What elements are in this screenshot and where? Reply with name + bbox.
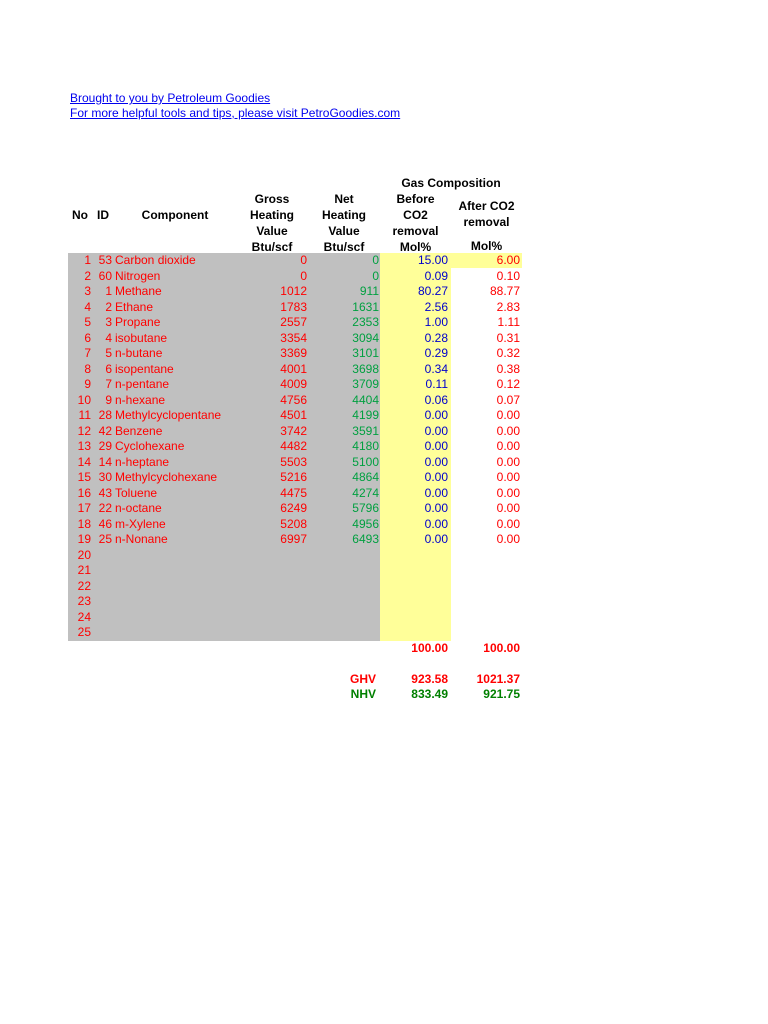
gross-heating-value: 4009	[280, 377, 307, 391]
mol-percent-before[interactable]: 1.00	[424, 315, 448, 329]
mol-percent-after: 0.12	[496, 377, 520, 391]
component-id: 29	[98, 439, 112, 453]
row-number: 8	[84, 361, 91, 376]
mol-percent-after: 0.00	[496, 423, 520, 438]
mol-percent-after: 0.38	[496, 361, 520, 376]
gross-heating-value: 4482	[280, 439, 307, 453]
row-number: 6	[84, 330, 91, 345]
gross-heating-value: 4001	[280, 361, 307, 376]
component-table-body	[68, 253, 522, 641]
net-heating-value: 3698	[352, 361, 379, 376]
gross-heating-value: 1783	[280, 299, 307, 314]
mol-percent-after: 88.77	[489, 284, 520, 298]
row-number: 15	[77, 470, 91, 484]
component-column-header: Component	[141, 208, 209, 222]
net-heating-value: 3591	[352, 423, 379, 438]
mol-percent-before[interactable]: 0.11	[425, 377, 448, 391]
component-id: 22	[98, 501, 112, 515]
table-row	[68, 393, 522, 409]
net-heating-value: 4180	[352, 439, 379, 453]
gross-heating-value: 3369	[280, 346, 307, 360]
row-number: 2	[84, 268, 91, 283]
mol-percent-after: 0.31	[496, 330, 520, 345]
mol-percent-after: 1.11	[497, 315, 520, 329]
id-column-header: ID	[97, 208, 109, 222]
mol-percent-before[interactable]: 0.34	[424, 361, 448, 376]
mol-percent-after: 0.00	[496, 454, 520, 469]
table-row	[68, 439, 522, 455]
component-name: Toluene	[115, 485, 158, 500]
row-number: 22	[77, 578, 91, 593]
mol-percent-before[interactable]: 0.00	[424, 485, 448, 500]
after-header-line-1: After CO2	[458, 199, 515, 213]
component-name: Cyclohexane	[115, 439, 185, 453]
row-number: 24	[77, 609, 91, 624]
net-heating-value: 4199	[352, 408, 379, 422]
row-number: 3	[84, 284, 91, 298]
table-row	[68, 501, 522, 517]
row-number: 9	[84, 377, 91, 391]
table-row	[68, 269, 522, 285]
component-id: 7	[105, 377, 112, 391]
component-name: Benzene	[115, 423, 163, 438]
component-name: n-heptane	[115, 454, 170, 469]
gross-heating-value: 1012	[280, 284, 307, 298]
mol-percent-before[interactable]: 80.27	[417, 284, 448, 298]
mol-percent-before[interactable]: 0.06	[424, 392, 448, 407]
row-number: 18	[77, 516, 91, 531]
component-name: Methane	[115, 284, 162, 298]
net-heating-value: 0	[372, 253, 379, 267]
mol-percent-before[interactable]: 0.29	[424, 346, 448, 360]
before-header-line-2: CO2	[403, 208, 428, 222]
net-header-line-4: Btu/scf	[323, 240, 365, 254]
after-co2-removal-header	[451, 198, 522, 230]
mol-percent-after: 0.07	[496, 392, 520, 407]
row-number: 23	[77, 594, 91, 608]
nhv-after: 921.75	[483, 687, 520, 701]
component-name: Propane	[115, 315, 161, 329]
table-row	[68, 486, 522, 502]
net-heating-value: 4274	[352, 485, 379, 500]
gross-heating-value: 5208	[280, 516, 307, 531]
component-id: 28	[98, 408, 112, 422]
mol-percent-after: 0.00	[496, 439, 520, 453]
net-heating-value: 5100	[352, 454, 379, 469]
component-id: 2	[105, 299, 112, 314]
net-heating-value: 5796	[352, 501, 379, 515]
gross-heating-value-header	[236, 191, 308, 255]
gross-heating-value: 0	[300, 268, 307, 283]
component-id: 14	[98, 454, 112, 469]
component-id: 4	[105, 330, 112, 345]
net-heating-value: 4864	[352, 470, 379, 484]
row-number: 16	[77, 485, 91, 500]
table-row	[68, 517, 522, 533]
table-row	[68, 408, 522, 424]
mol-percent-before[interactable]: 15.00	[417, 253, 448, 267]
component-name: n-octane	[115, 501, 162, 515]
component-name: isobutane	[115, 330, 168, 345]
table-row	[68, 579, 522, 595]
component-id: 30	[98, 470, 112, 484]
net-heating-value: 3709	[352, 377, 379, 391]
component-id: 9	[105, 392, 112, 407]
mol-percent-after: 6.00	[496, 253, 520, 267]
total-after: 100.00	[483, 641, 520, 655]
net-heating-value: 4404	[352, 392, 379, 407]
row-number: 21	[77, 563, 91, 577]
gross-heating-value: 3742	[280, 423, 307, 438]
nhv-before: 833.49	[411, 687, 448, 701]
row-number: 4	[84, 299, 91, 314]
before-header-line-4: Mol%	[399, 240, 432, 254]
gross-heating-value: 6997	[280, 532, 307, 546]
mol-percent-after: 0.00	[496, 408, 520, 422]
table-row	[68, 610, 522, 626]
table-row	[68, 362, 522, 378]
gross-header-line-4: Btu/scf	[251, 240, 293, 254]
mol-percent-before[interactable]: 0.00	[424, 532, 448, 546]
mol-percent-before[interactable]: 0.00	[424, 470, 448, 484]
table-row	[68, 424, 522, 440]
mol-percent-after: 0.00	[496, 532, 520, 546]
component-name: Ethane	[115, 299, 154, 314]
row-number: 25	[77, 625, 91, 639]
gross-heating-value: 4475	[280, 485, 307, 500]
net-heating-value: 3094	[352, 330, 379, 345]
gross-heating-value: 5216	[280, 470, 307, 484]
component-name: Methylcyclopentane	[115, 408, 222, 422]
petrogoodies-site-link[interactable]: For more helpful tools and tips, please visit PetroGoodies.com	[70, 106, 401, 120]
mol-percent-after: 0.00	[496, 501, 520, 515]
mol-percent-before[interactable]: 0.00	[424, 423, 448, 438]
mol-percent-before[interactable]: 0.00	[424, 408, 448, 422]
table-row	[68, 470, 522, 486]
component-id: 60	[98, 268, 112, 283]
ghv-before: 923.58	[411, 672, 448, 686]
component-id: 43	[98, 485, 112, 500]
component-name: n-Nonane	[115, 532, 168, 546]
component-id: 3	[105, 315, 112, 329]
mol-percent-before[interactable]: 0.00	[424, 439, 448, 453]
net-heating-value: 6493	[352, 532, 379, 546]
row-number: 20	[77, 547, 91, 562]
component-name: Methylcyclohexane	[115, 470, 218, 484]
petroleum-goodies-link[interactable]: Brought to you by Petroleum Goodies	[70, 91, 271, 105]
total-before: 100.00	[411, 641, 448, 655]
table-row	[68, 315, 522, 331]
net-header-line-3: Value	[328, 224, 360, 238]
table-row	[68, 625, 522, 641]
net-header-line-1: Net	[334, 192, 354, 206]
net-heating-value: 1631	[352, 299, 379, 314]
ghv-label: GHV	[349, 672, 376, 686]
component-name: m-Xylene	[115, 516, 166, 531]
row-number: 10	[77, 392, 91, 407]
gross-header-line-1: Gross	[254, 192, 290, 206]
table-row	[68, 563, 522, 579]
net-heating-value: 3101	[352, 346, 379, 360]
table-row	[68, 331, 522, 347]
row-number: 11	[78, 408, 91, 422]
mol-percent-before[interactable]: 0.00	[424, 501, 448, 515]
table-row	[68, 594, 522, 610]
component-id: 6	[105, 361, 112, 376]
mol-percent-before[interactable]: 0.09	[424, 268, 448, 283]
ghv-after: 1021.37	[476, 672, 520, 686]
no-column-header: No	[72, 208, 88, 222]
mol-percent-after: 0.00	[496, 470, 520, 484]
mol-percent-after: 0.00	[496, 516, 520, 531]
gross-header-line-3: Value	[256, 224, 288, 238]
gross-heating-value: 4756	[280, 392, 307, 407]
gross-heating-value: 4501	[280, 408, 307, 422]
component-name: Carbon dioxide	[115, 253, 196, 267]
table-row	[68, 532, 522, 548]
component-id: 25	[98, 532, 112, 546]
gross-heating-value: 0	[300, 253, 307, 267]
table-row	[68, 346, 522, 362]
gross-heating-value: 5503	[280, 454, 307, 469]
gross-heating-value: 2557	[280, 315, 307, 329]
mol-percent-before[interactable]: 0.28	[424, 330, 448, 345]
mol-percent-before[interactable]: 2.56	[424, 299, 448, 314]
gas-composition-header: Gas Composition	[401, 176, 501, 190]
row-number: 5	[84, 315, 91, 329]
gross-header-line-2: Heating	[249, 208, 294, 222]
row-number: 14	[77, 454, 91, 469]
table-row	[68, 377, 522, 393]
mol-percent-after: 0.00	[496, 485, 520, 500]
table-row	[68, 548, 522, 564]
row-number: 19	[77, 532, 91, 546]
component-id: 5	[105, 346, 112, 360]
table-row	[68, 455, 522, 471]
table-row	[68, 284, 522, 300]
net-heating-value: 911	[359, 284, 379, 298]
after-header-line-2: removal	[463, 215, 510, 229]
component-name: isopentane	[115, 361, 174, 376]
net-heating-value-header	[308, 191, 380, 255]
mol-percent-before[interactable]: 0.00	[424, 516, 448, 531]
row-number: 17	[77, 501, 91, 515]
component-id: 42	[98, 423, 112, 438]
gross-heating-value: 3354	[280, 330, 307, 345]
component-id: 1	[105, 284, 112, 298]
net-heating-value: 2353	[352, 315, 379, 329]
net-header-line-2: Heating	[321, 208, 366, 222]
gross-heating-value: 6249	[280, 501, 307, 515]
row-number: 13	[77, 439, 91, 453]
net-heating-value: 4956	[352, 516, 379, 531]
component-name: n-hexane	[115, 392, 166, 407]
row-number: 12	[77, 423, 91, 438]
before-header-line-3: removal	[392, 224, 439, 238]
net-heating-value: 0	[372, 268, 379, 283]
row-number: 7	[84, 346, 91, 360]
after-mol-percent-header: Mol%	[470, 239, 503, 253]
table-row	[68, 253, 522, 269]
mol-percent-after: 0.32	[496, 346, 520, 360]
mol-percent-after: 2.83	[496, 299, 520, 314]
component-id: 53	[98, 253, 112, 267]
nhv-label: NHV	[350, 687, 376, 701]
row-number: 1	[84, 253, 91, 267]
component-id: 46	[98, 516, 112, 531]
component-name: n-pentane	[115, 377, 170, 391]
table-row	[68, 300, 522, 316]
before-header-line-1: Before	[396, 192, 435, 206]
mol-percent-after: 0.10	[496, 268, 520, 283]
component-name: n-butane	[115, 346, 163, 360]
mol-percent-before[interactable]: 0.00	[424, 454, 448, 469]
component-name: Nitrogen	[115, 268, 161, 283]
before-co2-removal-header	[380, 191, 451, 255]
